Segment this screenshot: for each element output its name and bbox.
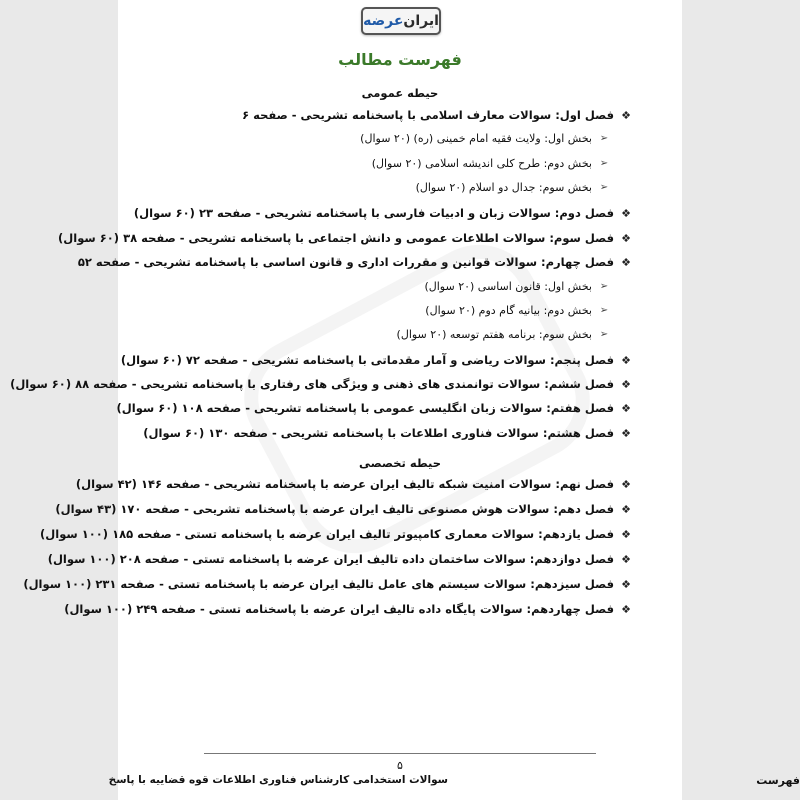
page-title: فهرست مطالب xyxy=(338,50,462,69)
section-heading-general: حیطه عمومی xyxy=(361,86,439,100)
toc-subsection-line xyxy=(425,304,612,317)
toc-chapter-line xyxy=(76,477,634,491)
diamond-bullet-icon: ❖ xyxy=(621,353,631,367)
diamond-bullet-icon: ❖ xyxy=(621,231,631,245)
diamond-bullet-icon: ❖ xyxy=(621,577,631,591)
toc-line-text: بخش سوم: جدال دو اسلام (۲۰ سوال) xyxy=(415,181,592,194)
footer-divider xyxy=(204,753,596,754)
toc-line-text: بخش اول: قانون اساسی (۲۰ سوال) xyxy=(424,280,592,293)
document-page xyxy=(10,0,800,800)
toc-chapter-line xyxy=(40,527,634,541)
diamond-bullet-icon: ❖ xyxy=(621,255,631,269)
diamond-bullet-icon: ❖ xyxy=(621,108,631,122)
watermark-shape xyxy=(223,224,611,575)
toc-line-text: بخش دوم: طرح کلی اندیشه اسلامی (۲۰ سوال) xyxy=(371,157,592,170)
diamond-bullet-icon: ❖ xyxy=(621,477,631,491)
toc-line-text: فصل دوازدهم: سوالات ساختمان داده تالیف ایران عرضه با پاسخنامه تستی - صفحه ۲۰۸ (۱۰۰ سوال) xyxy=(47,552,614,566)
diamond-bullet-icon: ❖ xyxy=(621,527,631,541)
toc-line-text: فصل دهم: سوالات هوش مصنوعی تالیف ایران عرضه با پاسخنامه تشریحی - صفحه ۱۷۰ (۴۳ سوال) xyxy=(55,502,614,516)
toc-chapter-line xyxy=(23,577,634,591)
diamond-bullet-icon: ❖ xyxy=(621,377,631,391)
diamond-bullet-icon: ❖ xyxy=(621,552,631,566)
toc-line-text: فصل چهاردهم: سوالات پایگاه داده تالیف ایران عرضه با پاسخنامه تستی - صفحه ۲۴۹ (۱۰۰ سوال) xyxy=(64,602,614,616)
toc-chapter-line xyxy=(55,502,634,516)
arrow-bullet-icon: ➢ xyxy=(599,182,609,193)
toc-chapter-line xyxy=(10,377,634,391)
toc-chapter-line xyxy=(58,231,634,245)
footer-book-title: سوالات استخدامی کارشناس فناوری اطلاعات قوه قضاییه با پاسخ xyxy=(108,774,448,786)
arrow-bullet-icon: ➢ xyxy=(599,158,609,169)
toc-line-text: بخش سوم: برنامه هفتم توسعه (۲۰ سوال) xyxy=(396,328,592,341)
toc-line-text: بخش اول: ولایت فقیه امام خمینی (ره) (۲۰ سوال) xyxy=(360,132,592,145)
toc-subsection-line xyxy=(397,328,612,341)
toc-line-text: فصل دوم: سوالات زبان و ادبیات فارسی با پاسخنامه تشریحی - صفحه ۲۳ (۶۰ سوال) xyxy=(133,206,614,220)
site-logo xyxy=(361,7,441,35)
arrow-bullet-icon: ➢ xyxy=(599,133,609,144)
toc-line-text: فصل چهارم: سوالات قوانین و مقررات اداری و قانون اساسی با پاسخنامه تشریحی - صفحه ۵۲ xyxy=(77,255,614,269)
toc-line-text: فصل ششم: سوالات توانمندی های ذهنی و ویژگی های رفتاری با پاسخنامه تشریحی - صفحه ۸۸ (۶۰ سوال) xyxy=(10,377,614,391)
toc-subsection-line xyxy=(416,181,612,194)
toc-line-text: فصل یازدهم: سوالات معماری کامپیوتر تالیف ایران عرضه با پاسخنامه تستی - صفحه ۱۸۵ (۱۰۰ سوال) xyxy=(40,527,614,541)
toc-line-text: فصل هفتم: سوالات زبان انگلیسی عمومی با پاسخنامه تشریحی - صفحه ۱۰۸ (۶۰ سوال) xyxy=(116,401,614,415)
logo-text-accent: عرضه xyxy=(363,13,404,29)
diamond-bullet-icon: ❖ xyxy=(621,401,631,415)
arrow-bullet-icon: ➢ xyxy=(599,305,609,316)
diamond-bullet-icon: ❖ xyxy=(621,206,631,220)
toc-chapter-line xyxy=(134,206,634,220)
toc-chapter-line xyxy=(242,108,634,122)
arrow-bullet-icon: ➢ xyxy=(599,329,609,340)
toc-subsection-line xyxy=(360,132,612,145)
toc-subsection-line xyxy=(372,157,612,170)
toc-line-text: فصل سیزدهم: سوالات سیستم های عامل تالیف ایران عرضه با پاسخنامه تستی - صفحه ۲۳۱ (۱۰۰ سوال) xyxy=(23,577,614,591)
toc-line-text: فصل هشتم: سوالات فناوری اطلاعات با پاسخنامه تشریحی - صفحه ۱۳۰ (۶۰ سوال) xyxy=(143,426,614,440)
toc-line-text: فصل سوم: سوالات اطلاعات عمومی و دانش اجتماعی با پاسخنامه تشریحی - صفحه ۳۸ (۶۰ سوال) xyxy=(58,231,614,245)
toc-chapter-line xyxy=(143,426,634,440)
diamond-bullet-icon: ❖ xyxy=(621,426,631,440)
section-heading-specialized: حیطه تخصصی xyxy=(358,456,442,470)
diamond-bullet-icon: ❖ xyxy=(621,602,631,616)
toc-subsection-line xyxy=(424,280,612,293)
diamond-bullet-icon: ❖ xyxy=(621,502,631,516)
footer-section-label: فهرست xyxy=(756,774,800,787)
toc-chapter-line xyxy=(121,353,634,367)
toc-chapter-line xyxy=(48,552,634,566)
toc-line-text: بخش دوم: بیانیه گام دوم (۲۰ سوال) xyxy=(425,304,592,317)
toc-chapter-line xyxy=(78,255,634,269)
toc-chapter-line xyxy=(117,401,634,415)
toc-line-text: فصل پنجم: سوالات ریاضی و آمار مقدماتی با پاسخنامه تشریحی - صفحه ۷۲ (۶۰ سوال) xyxy=(120,353,614,367)
toc-line-text: فصل اول: سوالات معارف اسلامی با پاسخنامه تشریحی - صفحه ۶ xyxy=(242,108,614,122)
toc-chapter-line xyxy=(64,602,634,616)
page-number: ۵ xyxy=(397,759,403,772)
arrow-bullet-icon: ➢ xyxy=(599,281,609,292)
logo-text-main: ایران xyxy=(403,13,439,29)
toc-line-text: فصل نهم: سوالات امنیت شبکه تالیف ایران عرضه با پاسخنامه تشریحی - صفحه ۱۴۶ (۴۲ سوال) xyxy=(75,477,614,491)
